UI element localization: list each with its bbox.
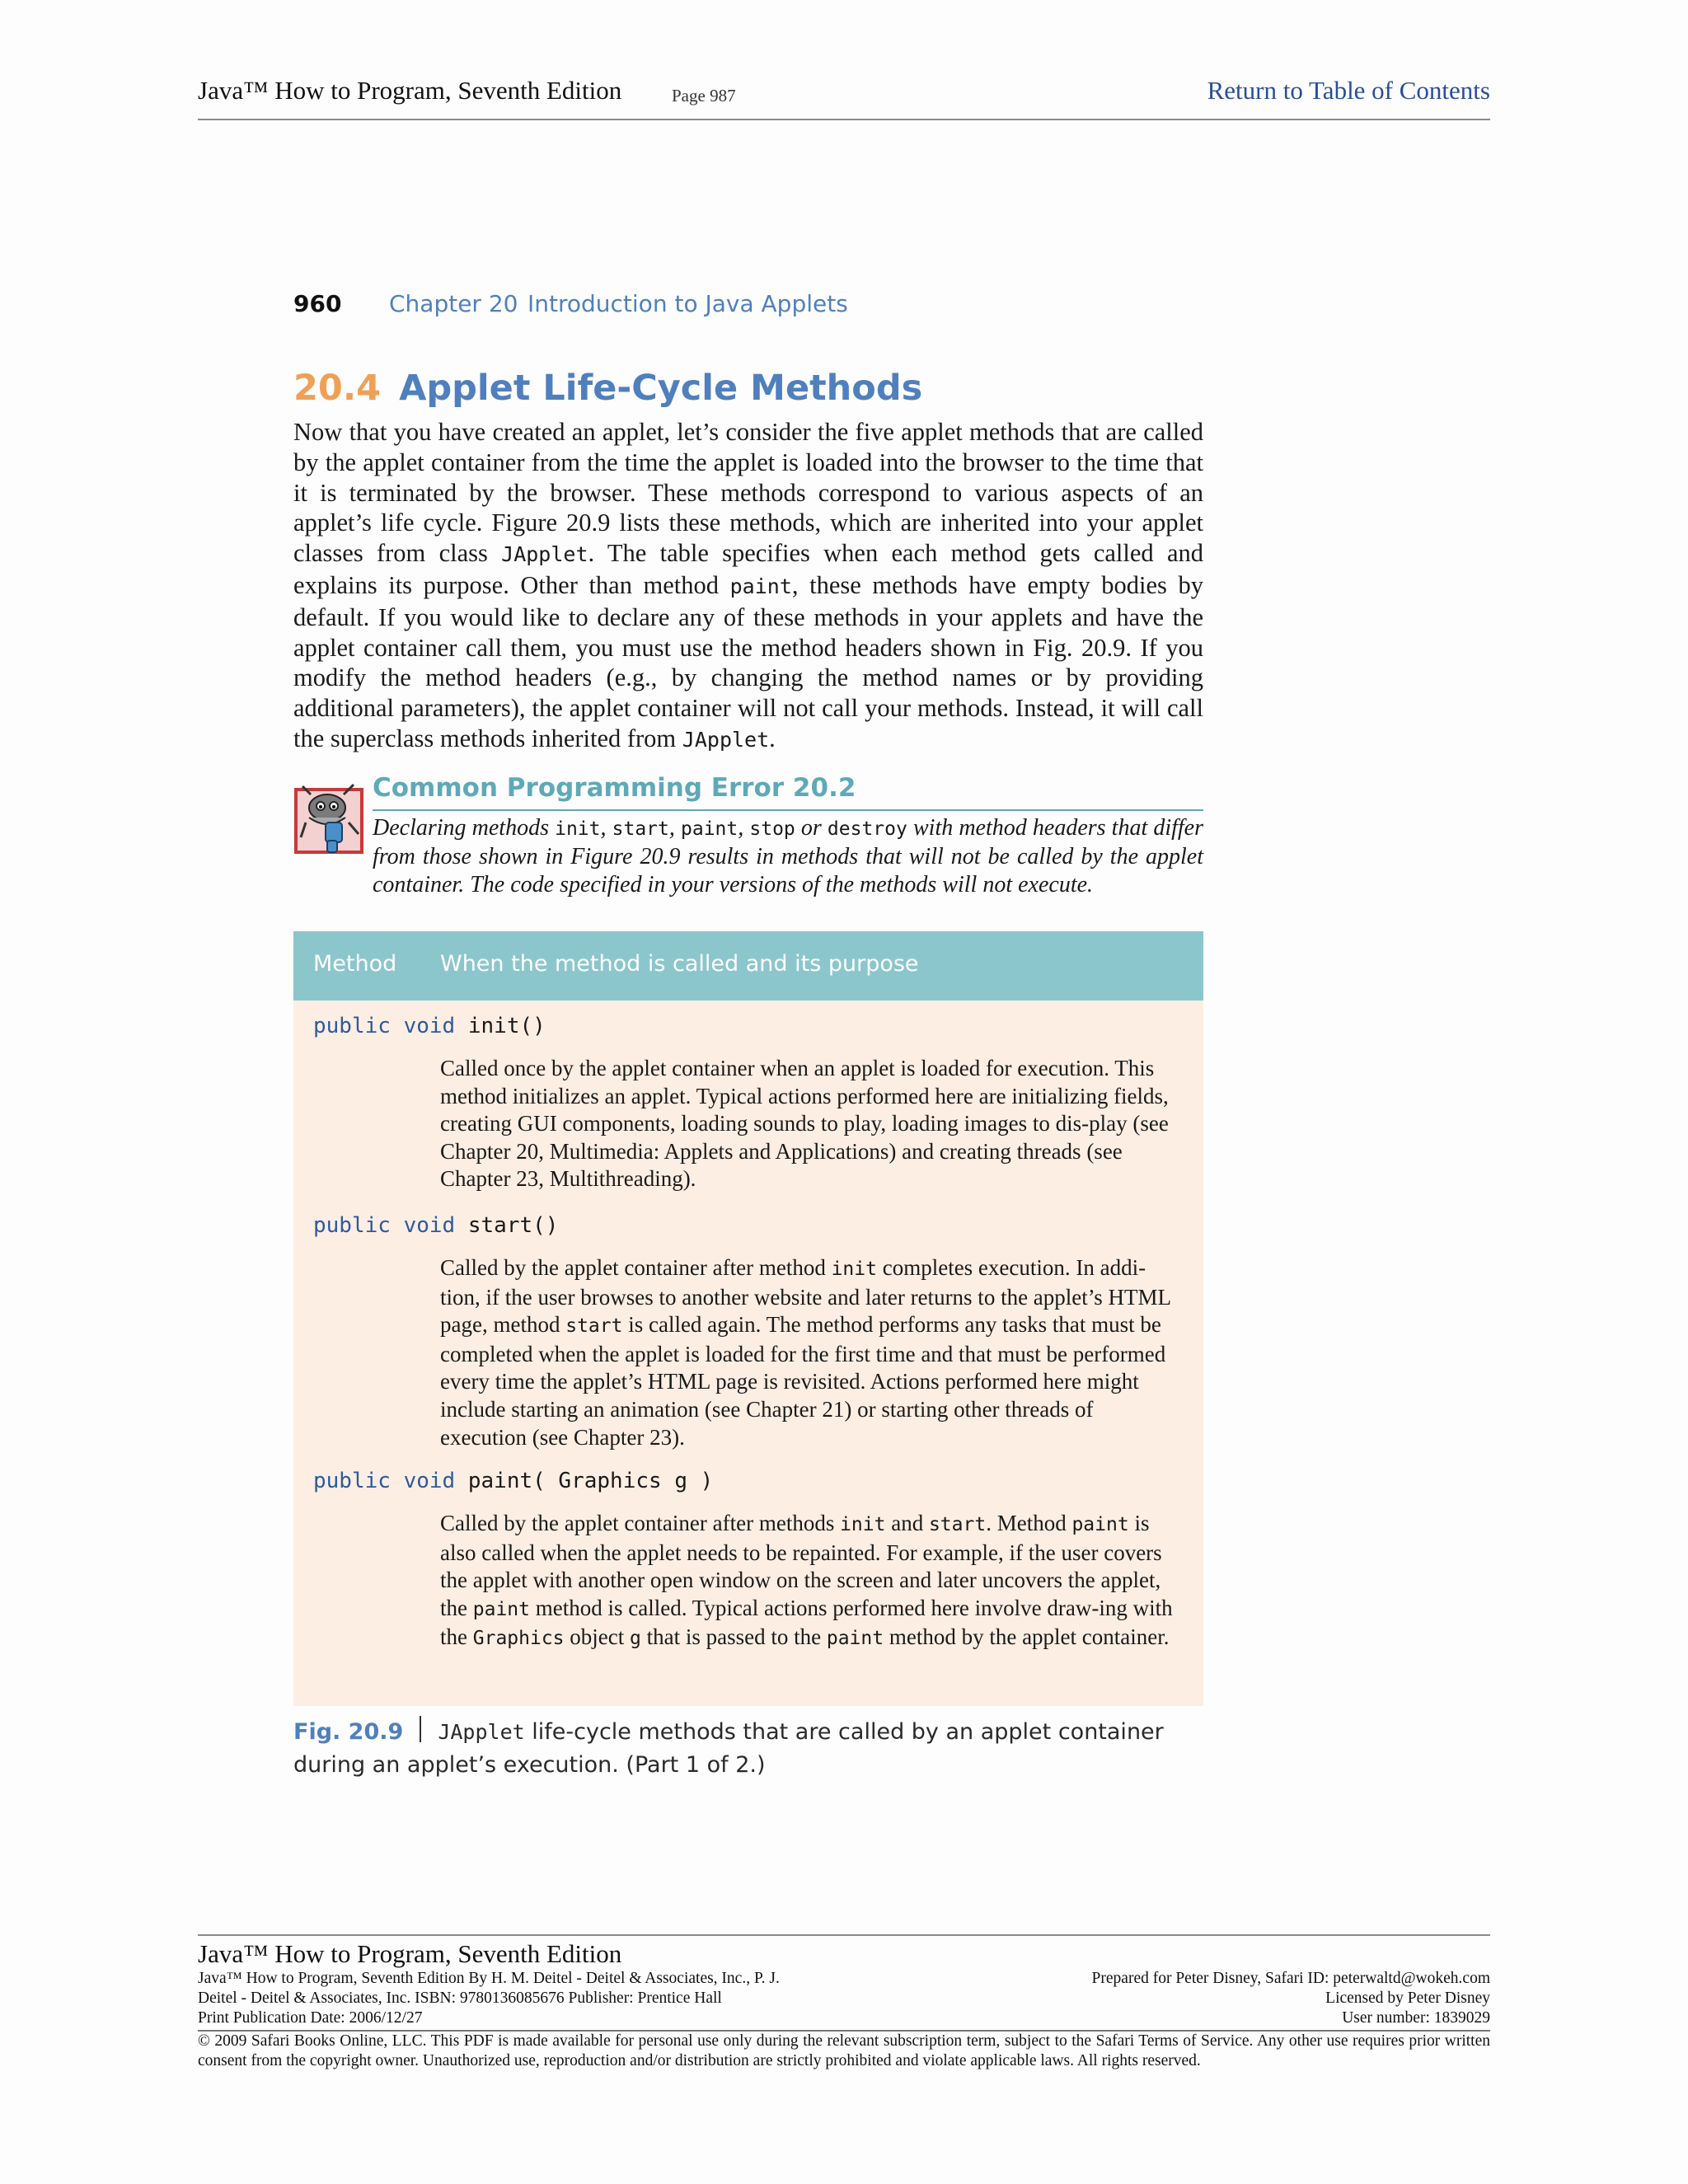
method-signature-init bbox=[313, 1014, 546, 1038]
method-signature-paint bbox=[313, 1469, 713, 1493]
method-name: start() bbox=[467, 1213, 559, 1238]
table-body bbox=[293, 1001, 1203, 1706]
tip-text-run: , bbox=[668, 815, 681, 841]
footer-book-title: Java™ How to Program, Seventh Edition bbox=[198, 1939, 622, 1968]
method-description-paint bbox=[440, 1510, 1182, 1653]
footer-licensed-by: Licensed by Peter Disney bbox=[1325, 1990, 1490, 2007]
inline-code: paint bbox=[729, 574, 792, 598]
section-number: 20.4 bbox=[293, 368, 382, 409]
tip-heading: Common Programming Error 20.2 bbox=[373, 773, 856, 803]
tip-text-run: with method headers that differ from those shown in Figure 20.9 results in methods that will not be called by the applet container. The code specified in your versions of the methods will not execute. bbox=[373, 815, 1204, 898]
tip-text-run: Declaring methods bbox=[373, 815, 556, 841]
thumbs-down-bug-icon bbox=[294, 783, 367, 857]
figure-caption bbox=[293, 1716, 1203, 1782]
page-footer bbox=[198, 1934, 1490, 2071]
section-title: Applet Life-Cycle Methods bbox=[399, 368, 923, 409]
inline-code: init bbox=[831, 1258, 877, 1280]
tip-divider bbox=[373, 809, 1203, 811]
keyword: void bbox=[403, 1213, 456, 1238]
inline-code: JApplet bbox=[682, 727, 770, 752]
method-description-start bbox=[440, 1254, 1182, 1451]
tip-text-run: , bbox=[738, 815, 750, 841]
inline-code: JApplet bbox=[438, 1720, 525, 1744]
column-header-method: Method bbox=[313, 951, 397, 977]
tip-text bbox=[373, 814, 1203, 899]
tip-text-run: or bbox=[795, 815, 828, 841]
page-reference: Page 987 bbox=[672, 86, 736, 105]
inline-code: stop bbox=[749, 818, 795, 840]
inline-code: start bbox=[928, 1514, 987, 1535]
inline-code: Graphics bbox=[472, 1628, 565, 1650]
inline-code: start bbox=[612, 818, 669, 840]
figure-label: Fig. 20.9 bbox=[293, 1719, 404, 1745]
keyword: void bbox=[403, 1469, 456, 1493]
keyword: public bbox=[313, 1014, 391, 1038]
page-header bbox=[198, 76, 1490, 120]
chapter-label: Chapter 20 bbox=[389, 290, 518, 317]
footer-publication-date: Print Publication Date: 2006/12/27 bbox=[198, 2009, 423, 2027]
inline-code: init bbox=[840, 1514, 886, 1535]
body-paragraph bbox=[293, 417, 1203, 756]
body-text: . bbox=[769, 724, 776, 752]
method-name: init() bbox=[467, 1014, 546, 1038]
tip-text-run: , bbox=[600, 815, 612, 841]
desc-text: completes execution. In addi-tion, if the user browses to another website and later returns to the applet’s HTML page, method bbox=[440, 1255, 1171, 1338]
desc-text: Called by the applet container after method bbox=[440, 1255, 832, 1280]
desc-text: . Method bbox=[986, 1511, 1072, 1535]
inline-code: paint bbox=[826, 1628, 884, 1650]
footer-isbn-line: Deitel - Deitel & Associates, Inc. ISBN: 9780136085676 Publisher: Prentice Hall bbox=[198, 1990, 722, 2007]
return-to-toc-link[interactable]: Return to Table of Contents bbox=[1207, 76, 1490, 105]
book-title: Java™ How to Program, Seventh Edition bbox=[198, 76, 622, 105]
inline-code: paint bbox=[472, 1598, 530, 1620]
body-text: , these methods have empty bodies by default. If you would like to declare any of these methods in your applets and have the applet container call them, you must use the method headers shown in Fig. 20.9. If you modify the method headers (e.g., by changing the method names or by providing additional parameters), the applet container will not call your methods. Instead, it will call the superclass methods inherited from bbox=[293, 570, 1204, 752]
lifecycle-methods-table bbox=[293, 931, 1203, 1706]
inline-code: init bbox=[555, 818, 601, 840]
desc-text: that is passed to the bbox=[640, 1624, 827, 1650]
copyright-notice: © 2009 Safari Books Online, LLC. This PDF is made available for personal use only during the relevant subscription term, subject to the Safari Terms of Service. Any other use requires prior written consent from the copyright owner. Unauthorized use, reproduction and/or distribution are strictly prohibited and violate applicable laws. All rights reserved. bbox=[198, 2032, 1490, 2069]
footer-divider bbox=[198, 1934, 1490, 1936]
desc-text: is also called when the applet needs to be repainted. For example, if the user covers the applet with another open window on the screen and later uncovers the applet, the bbox=[440, 1511, 1162, 1620]
footer-row bbox=[198, 1969, 1490, 1989]
footer-row bbox=[198, 1989, 1490, 2008]
method-signature-start bbox=[313, 1213, 558, 1238]
footer-row bbox=[198, 2008, 1490, 2028]
keyword: public bbox=[313, 1469, 391, 1493]
desc-text: object bbox=[564, 1624, 631, 1650]
section-heading bbox=[293, 368, 922, 409]
column-header-purpose: When the method is called and its purpose bbox=[440, 951, 919, 977]
printed-page-number: 960 bbox=[293, 290, 342, 317]
body-text: Now that you have created an applet, let’s consider the five applet methods that are called by the applet container from the time the applet is loaded into the browser to the time that it is terminated by the browser. These methods correspond to various aspects of an applet’s life cycle. Figure 20.9 lists these methods, which are inherited into your applet classes from class bbox=[293, 418, 1203, 568]
keyword: void bbox=[403, 1014, 456, 1038]
chapter-title: Introduction to Java Applets bbox=[528, 290, 848, 317]
caption-text: life-cycle methods that are called by an applet container during an applet’s execution. (Part 1 of 2.) bbox=[293, 1719, 1164, 1778]
method-name: paint( Graphics g ) bbox=[467, 1469, 714, 1493]
table-header bbox=[293, 931, 1203, 1001]
inline-code: JApplet bbox=[501, 542, 588, 567]
desc-text: method by the applet container. bbox=[884, 1624, 1170, 1650]
desc-text: is called again. The method performs any tasks that must be completed when the applet is loaded for the first time and that must be performed every time the applet’s HTML page is revisited. Actions performed here might include starting an animation (see Chapter 21) or starting other threads of execution (see Chapter 23). bbox=[440, 1312, 1166, 1450]
footer-author-line: Java™ How to Program, Seventh Edition By H. M. Deitel - Deitel & Associates, Inc., P. J. bbox=[198, 1970, 780, 1987]
method-description-init: Called once by the applet container when an applet is loaded for execution. This method initializes an applet. Typical actions performed here are initializing fields, creating GUI components, loading sounds to play, loading images to dis-play (see Chapter 20, Multimedia: Applets and Applications) and creating threads (see Chapter 23, Multithreading). bbox=[440, 1056, 1169, 1192]
footer-prepared-for: Prepared for Peter Disney, Safari ID: peterwaltd@wokeh.com bbox=[1091, 1970, 1490, 1987]
desc-text: and bbox=[885, 1511, 929, 1535]
keyword: public bbox=[313, 1213, 391, 1238]
inline-code: paint bbox=[1071, 1514, 1129, 1535]
inline-code: g bbox=[630, 1628, 641, 1650]
desc-text: method is called. Typical actions performed here involve draw-ing with the bbox=[440, 1595, 1173, 1650]
inline-code: destroy bbox=[827, 818, 907, 840]
inline-code: paint bbox=[681, 818, 738, 840]
caption-separator bbox=[420, 1716, 421, 1742]
desc-text: Called by the applet container after methods bbox=[440, 1511, 841, 1535]
footer-user-number: User number: 1839029 bbox=[1342, 2009, 1490, 2027]
inline-code: start bbox=[565, 1315, 623, 1338]
body-text: . The table specifies when each method gets called and explains its purpose. Other than method bbox=[293, 539, 1203, 599]
